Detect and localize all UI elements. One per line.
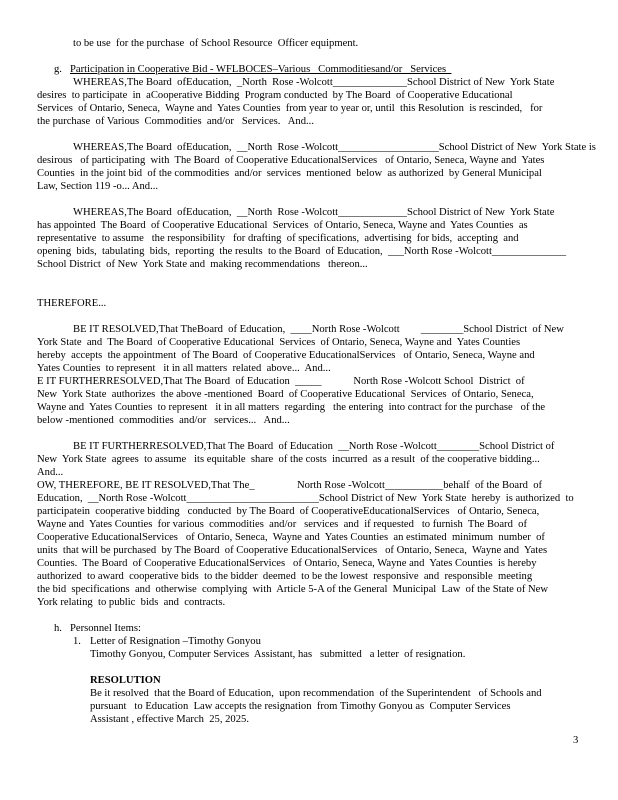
text-line: Education, __North Rose -Wolcott_________________________School District of New York State hereby is authorized to (37, 493, 574, 504)
text-line: And... (37, 467, 64, 478)
list-marker: 1. (73, 636, 81, 647)
resolution-heading: RESOLUTION (90, 675, 161, 686)
text-line: WHEREAS,The Board ofEducation, __North Rose -Wolcott_____________School District of New York State (73, 207, 555, 218)
paragraph (37, 440, 582, 479)
list-marker: h. (54, 623, 62, 634)
continuation (37, 37, 582, 50)
item-heading (37, 63, 582, 76)
page-number: 3 (573, 735, 579, 746)
text-line: opening bids, tabulating bids, reporting the results to the Board of Education, ___North Rose -Wolcott______________ (37, 246, 567, 257)
text-line: WHEREAS,The Board ofEducation, _North Rose -Wolcott______________School District of New York State (73, 77, 555, 88)
text-line: hereby accepts the appointment of The Board of Cooperative EducationalServices of Ontario, Seneca, Wayne and (37, 350, 535, 361)
subitem-heading-line (37, 635, 582, 648)
text-line: New York State agrees to assume its equitable share of the costs incurred as a result of the cooperative bidding... (37, 454, 540, 465)
text-line: Wayne and Yates Counties for various commodities and/or services and if requested to furnish The Board of (37, 519, 527, 530)
subitem-title: Letter of Resignation –Timothy Gonyou (90, 636, 261, 647)
text-line: has appointed The Board of Cooperative Educational Services of Ontario, Seneca, Wayne and Yates Counties as (37, 220, 528, 231)
text-line: BE IT FURTHERRESOLVED,That The Board of Education __North Rose -Wolcott________School District of (73, 441, 555, 452)
paragraph (37, 76, 582, 128)
text-line: New York State authorizes the above -mentioned Board of Cooperative Educational Services of Ontario, Seneca, (37, 389, 534, 400)
text-line: THEREFORE... (37, 298, 107, 309)
document-body (37, 37, 596, 726)
text-line: authorized to award cooperative bids to the bidder deemed to be the lowest responsive and responsible meeting (37, 571, 533, 582)
text-line: Yates Counties to represent it in all matters related above... And... (37, 363, 331, 374)
item-title: Participation in Cooperative Bid - WFLBOCES–Various Commoditiesand/or Services (70, 64, 452, 75)
text-line: OW, THEREFORE, BE IT RESOLVED,That The_ North Rose -Wolcott___________behalf of the Board of (37, 480, 543, 491)
text-line: participatein cooperative bidding conducted by The Board of CooperativeEducationalServices of Ontario, Seneca, (37, 506, 540, 517)
text-line: desires to participate in aCooperative Bidding Program conducted by The Board of Cooperative Educational (37, 90, 513, 101)
text-line: Cooperative EducationalServices of Ontario, Seneca, Wayne and Yates Counties an estimated minimum number of (37, 532, 545, 543)
text-line: Timothy Gonyou, Computer Services Assistant, has submitted a letter of resignation. (90, 649, 466, 660)
item-heading-line (37, 63, 582, 76)
text-line: Be it resolved that the Board of Education, upon recommendation of the Superintendent of Schools and (90, 688, 542, 699)
text-line: Assistant , effective March 25, 2025. (90, 714, 249, 725)
resolution (37, 674, 582, 726)
text-line: desirous of participating with The Board of Cooperative EducationalServices of Ontario, Seneca, Wayne and Yates (37, 155, 545, 166)
text-line: York State and The Board of Cooperative Educational Services of Ontario, Seneca, Wayne and Yates Counties (37, 337, 521, 348)
text-line: Services of Ontario, Seneca, Wayne and Yates Counties from year to year or, until this Resolution is rescinded, for (37, 103, 543, 114)
text-line: pursuant to Education Law accepts the resignation from Timothy Gonyou as Computer Services (90, 701, 511, 712)
text-line: Counties. The Board of Cooperative EducationalServices of Ontario, Seneca, Wayne and Yates Counties is hereby (37, 558, 537, 569)
paragraph (37, 141, 596, 193)
text-line: BE IT RESOLVED,That TheBoard of Education, ____North Rose -Wolcott ________School District of New (73, 324, 564, 335)
text-line: units that will be purchased by The Board of Cooperative EducationalServices of Ontario, Seneca, Wayne and Yates (37, 545, 548, 556)
paragraph (37, 375, 582, 427)
item-heading-line (37, 622, 582, 635)
list-marker: g. (54, 64, 62, 75)
paragraph (37, 297, 582, 310)
paragraph (37, 323, 582, 375)
text-line: York relating to public bids and contracts. (37, 597, 226, 608)
item-title: Personnel Items: (70, 623, 141, 634)
text-line: below -mentioned commodities and/or services... And... (37, 415, 290, 426)
text-line: Counties in the joint bid of the commodities and/or services mentioned below as authorized by General Municipal (37, 168, 542, 179)
text-line: Wayne and Yates Counties to represent it in all matters regarding the entering into contract for the purchase of the (37, 402, 546, 413)
text-line: to be use for the purchase of School Resource Officer equipment. (73, 38, 359, 49)
text-line: School District of New York State and making recommendations thereon... (37, 259, 368, 270)
text-line: WHEREAS,The Board ofEducation, __North Rose -Wolcott___________________School District of New York State is (73, 142, 596, 153)
text-line: representative to assume the responsibility for drafting of specifications, advertising for bids, accepting and (37, 233, 519, 244)
text-line: E IT FURTHERRESOLVED,That The Board of Education _____ North Rose -Wolcott School District of (37, 376, 525, 387)
text-line: the purchase of Various Commodities and/or Services. And... (37, 116, 314, 127)
text-line: Law, Section 119 -o... And... (37, 181, 159, 192)
paragraph (37, 479, 582, 609)
item-heading-plain (37, 622, 582, 635)
paragraph (37, 206, 582, 271)
subitem (37, 635, 582, 661)
text-line: the bid specifications and otherwise complying with Article 5-A of the General Municipal Law of the State of New (37, 584, 549, 595)
